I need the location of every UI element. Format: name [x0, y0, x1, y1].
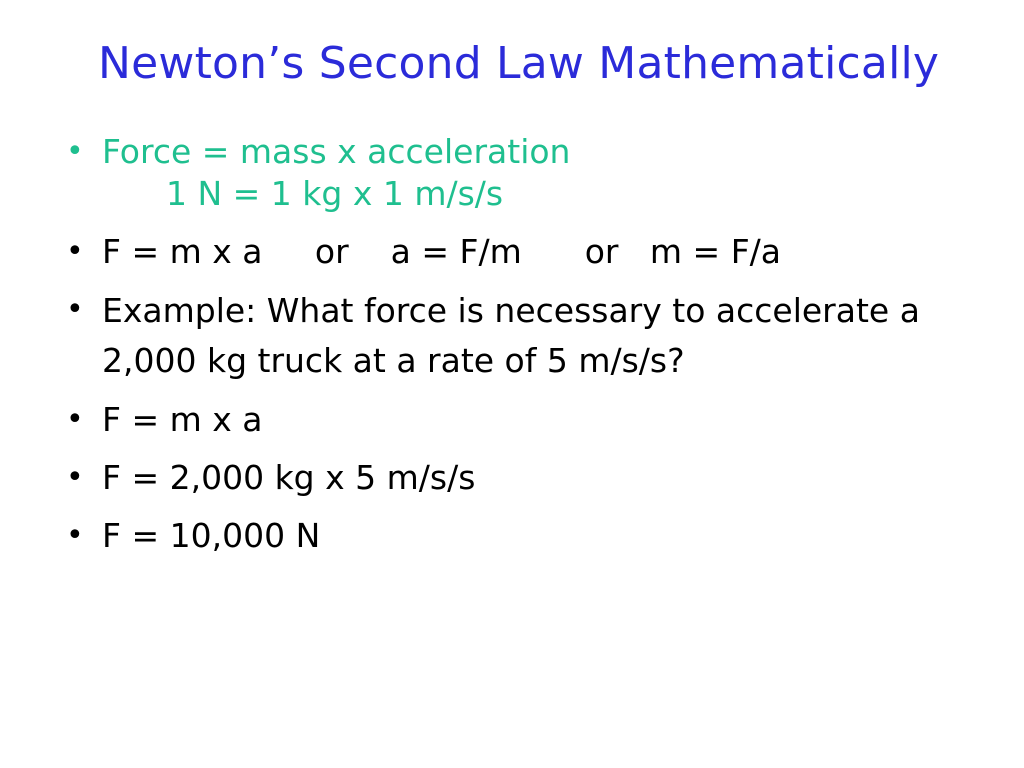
- bullet-item: [66, 128, 966, 218]
- bullet-list: [66, 128, 966, 570]
- bullet-item: [66, 286, 966, 386]
- bullet-text: F = m x a: [102, 400, 263, 439]
- bullet-dot-icon: •: [66, 134, 84, 169]
- slide-title: Newton’s Second Law Mathematically: [98, 38, 940, 89]
- bullet-item: [66, 512, 966, 560]
- bullet-text: F = m x a or a = F/m or m = F/a: [102, 232, 782, 271]
- bullet-text: Example: What force is necessary to accelerate a 2,000 kg truck at a rate of 5 m/s/s?: [102, 291, 920, 380]
- bullet-item: [66, 228, 966, 276]
- bullet-dot-icon: •: [66, 234, 84, 269]
- bullet-text: Force = mass x acceleration: [102, 132, 571, 171]
- bullet-dot-icon: •: [66, 402, 84, 437]
- bullet-subline: 1 N = 1 kg x 1 m/s/s: [166, 174, 504, 213]
- bullet-item: [66, 396, 966, 444]
- bullet-dot-icon: •: [66, 460, 84, 495]
- bullet-item: [66, 454, 966, 502]
- bullet-dot-icon: •: [66, 292, 84, 327]
- bullet-dot-icon: •: [66, 518, 84, 553]
- bullet-text: F = 10,000 N: [102, 516, 321, 555]
- bullet-text: F = 2,000 kg x 5 m/s/s: [102, 458, 476, 497]
